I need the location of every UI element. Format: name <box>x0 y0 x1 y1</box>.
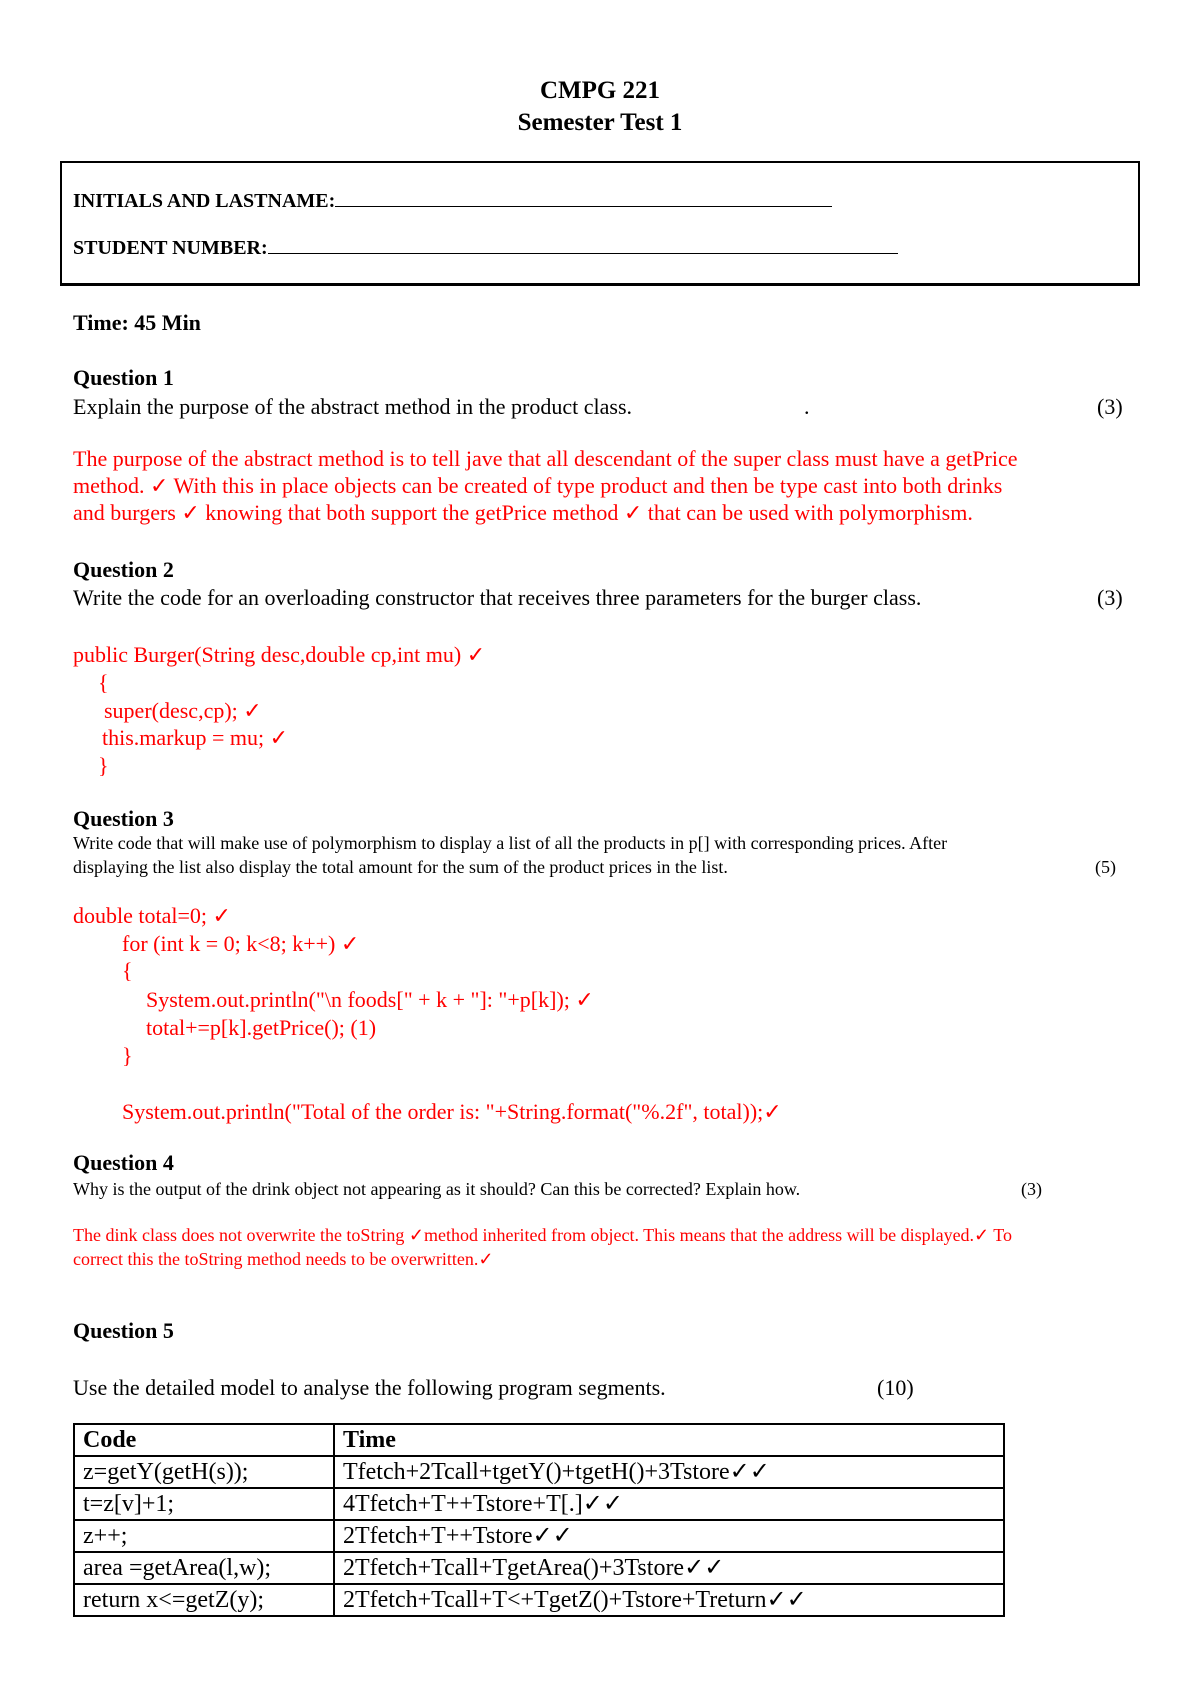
q3-code-line: } <box>122 1043 133 1068</box>
table-row <box>74 1456 1004 1488</box>
q3-code-line: double total=0; ✓ <box>73 903 231 928</box>
table-row <box>74 1552 1004 1584</box>
q2-code-line: { <box>98 670 109 695</box>
q1-text: Explain the purpose of the abstract method in the product class. <box>73 394 633 419</box>
q1-answer-line: and burgers ✓ knowing that both support the getPrice method ✓ that can be used with polymorphism. <box>73 500 973 525</box>
course-title: CMPG 221 <box>539 77 661 104</box>
q5-title: Question 5 <box>73 1318 174 1343</box>
code-cell: area =getArea(l,w); <box>74 1552 334 1584</box>
time-cell: 2Tfetch+Tcall+TgetArea()+3Tstore✓✓ <box>334 1552 1004 1584</box>
student-number-line <box>268 235 898 254</box>
table-row <box>74 1584 1004 1616</box>
time-limit: Time: 45 Min <box>73 310 201 335</box>
q4-marks: (3) <box>1021 1179 1042 1199</box>
analysis-table <box>73 1423 1005 1617</box>
q4-title: Question 4 <box>73 1150 174 1175</box>
q3-title: Question 3 <box>73 806 174 831</box>
q2-code-line: } <box>98 753 109 778</box>
code-cell: z=getY(getH(s)); <box>74 1456 334 1488</box>
q3-code-line: total+=p[k].getPrice(); (1) <box>146 1015 377 1040</box>
q1-answer-line: method. ✓ With this in place objects can be created of type product and then be type cast into both drinks <box>73 473 1003 498</box>
q2-code-line: public Burger(String desc,double cp,int mu) ✓ <box>73 642 486 667</box>
q5-text: Use the detailed model to analyse the following program segments. <box>73 1375 666 1400</box>
test-title: Semester Test 1 <box>517 109 683 136</box>
q3-code-line: for (int k = 0; k<8; k++) ✓ <box>122 931 360 956</box>
table-row <box>74 1488 1004 1520</box>
student-info-box <box>60 161 1140 286</box>
time-cell: 2Tfetch+T++Tstore✓✓ <box>334 1520 1004 1552</box>
q2-marks: (3) <box>1097 585 1123 610</box>
name-label: INITIALS AND LASTNAME: <box>73 190 336 212</box>
q3-code-line: { <box>122 958 133 983</box>
q1-title: Question 1 <box>73 365 174 390</box>
code-cell: t=z[v]+1; <box>74 1488 334 1520</box>
q2-code-line: this.markup = mu; ✓ <box>102 725 289 750</box>
q2-code-line: super(desc,cp); ✓ <box>104 698 262 723</box>
time-cell: 4Tfetch+T++Tstore+T[.]✓✓ <box>334 1488 1004 1520</box>
q3-text-line: displaying the list also display the total amount for the sum of the product prices in the list. <box>73 857 728 877</box>
q2-title: Question 2 <box>73 557 174 582</box>
name-line <box>335 188 832 207</box>
student-number-label: STUDENT NUMBER: <box>73 237 268 259</box>
time-cell: 2Tfetch+Tcall+T<+TgetZ()+Tstore+Treturn✓✓ <box>334 1584 1004 1616</box>
time-cell: Tfetch+2Tcall+tgetY()+tgetH()+3Tstore✓✓ <box>334 1456 1004 1488</box>
code-cell: z++; <box>74 1520 334 1552</box>
q4-answer-line: The dink class does not overwrite the toString ✓method inherited from object. This means that the address will be displayed.✓ To <box>73 1225 1013 1245</box>
table-row <box>74 1520 1004 1552</box>
header-time: Time <box>334 1424 1004 1456</box>
q4-answer-line: correct this the toString method needs to be overwritten.✓ <box>73 1249 494 1269</box>
code-cell: return x<=getZ(y); <box>74 1584 334 1616</box>
q3-marks: (5) <box>1095 857 1116 877</box>
table-header-row <box>74 1424 1004 1456</box>
q3-code-line: System.out.println("Total of the order is: "+String.format("%.2f", total));✓ <box>122 1099 782 1124</box>
q2-text: Write the code for an overloading constructor that receives three parameters for the burger class. <box>73 585 922 610</box>
q1-dot: . <box>804 394 810 419</box>
name-field[interactable] <box>73 188 832 211</box>
student-number-field[interactable] <box>73 235 898 258</box>
q1-marks: (3) <box>1097 394 1123 419</box>
q3-text-line: Write code that will make use of polymorphism to display a list of all the products in p[] with corresponding prices. After <box>73 833 948 853</box>
q5-marks: (10) <box>877 1375 914 1400</box>
q1-answer-line: The purpose of the abstract method is to tell jave that all descendant of the super class must have a getPrice <box>73 446 1018 471</box>
q3-code-line: System.out.println("\n foods[" + k + "]: "+p[k]); ✓ <box>146 987 594 1012</box>
q4-text: Why is the output of the drink object not appearing as it should? Can this be corrected? Explain how. <box>73 1179 801 1199</box>
header-code: Code <box>74 1424 334 1456</box>
